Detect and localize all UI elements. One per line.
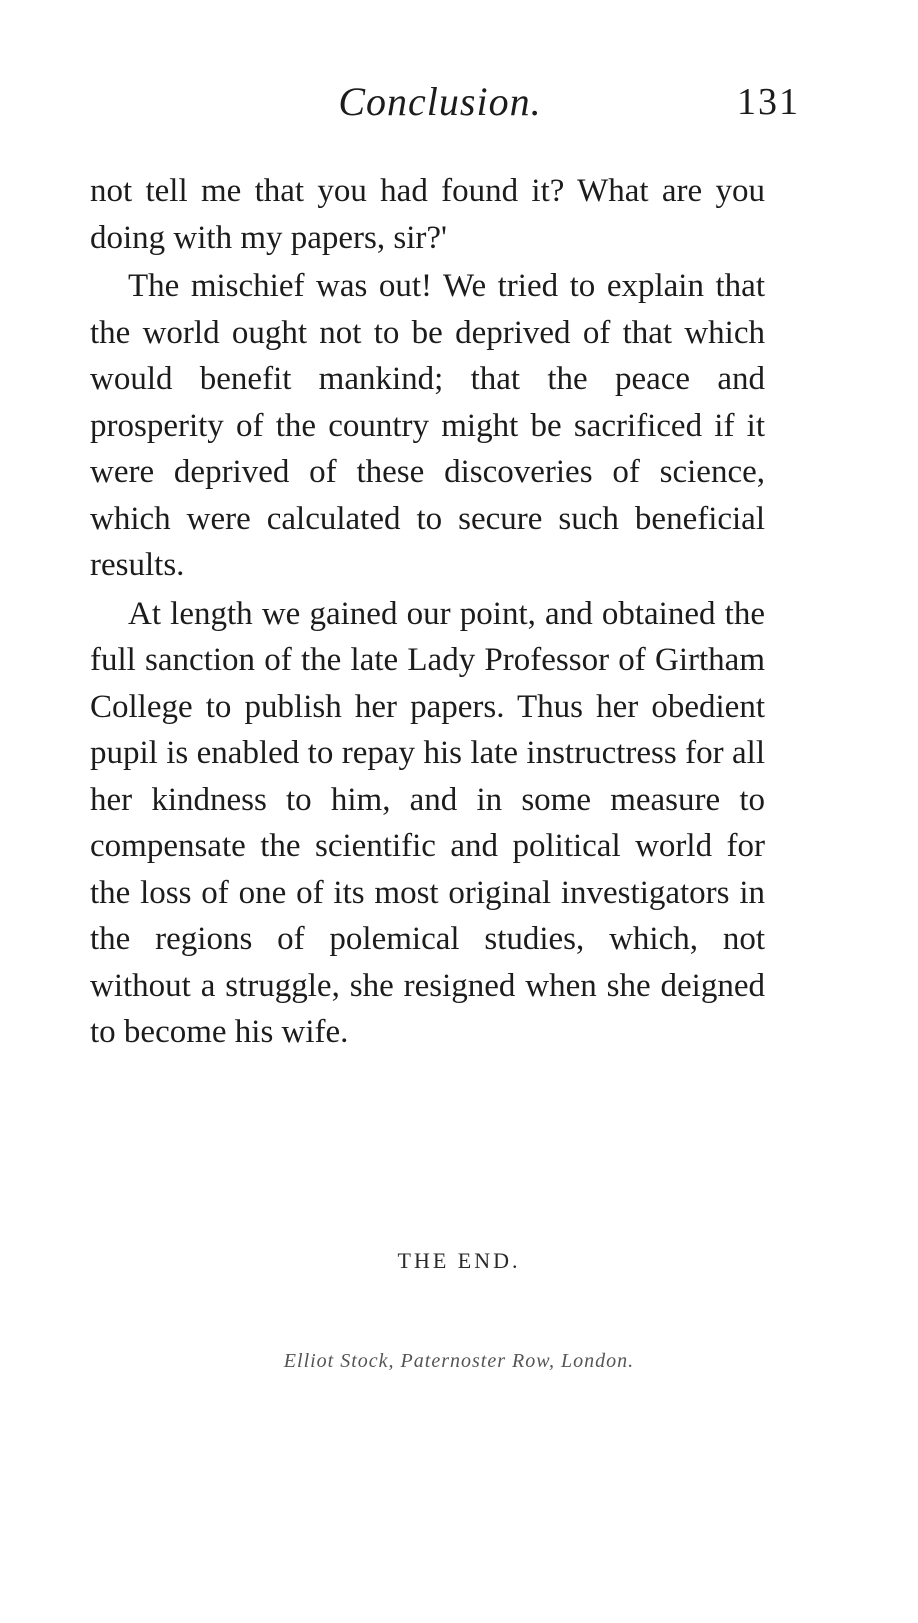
paragraph: At length we gained our point, and obtained the full sanction of the late Lady Professor of Girtham College to publish her papers. Thus her obedient pupil is enabled to repay his late instructress for all her kindness to him, and in some measure to compensate the scientific and political world for the loss of one of its most original investigators in the regions of polemical studies, which, not without a struggle, she resigned when she deigned to become his wife.: [90, 595, 765, 1050]
paragraph: The mischief was out! We tried to explain that the world ought not to be deprived of that which would benefit mankind; that the peace and prosperity of the country might be sacrificed if it were deprived of these discoveries of science, which were calculated to secure such beneficial results.: [90, 268, 765, 583]
paragraph-continued: not tell me that you had found it? What are you doing with my papers, sir?': [90, 173, 765, 256]
page-number: 131: [737, 81, 800, 123]
running-head: [80, 78, 800, 138]
running-title: Conclusion.: [338, 79, 542, 124]
the-end-heading: THE END.: [397, 1248, 521, 1273]
body-text: [90, 168, 765, 1056]
printer-imprint: Elliot Stock, Paternoster Row, London.: [283, 1350, 635, 1372]
